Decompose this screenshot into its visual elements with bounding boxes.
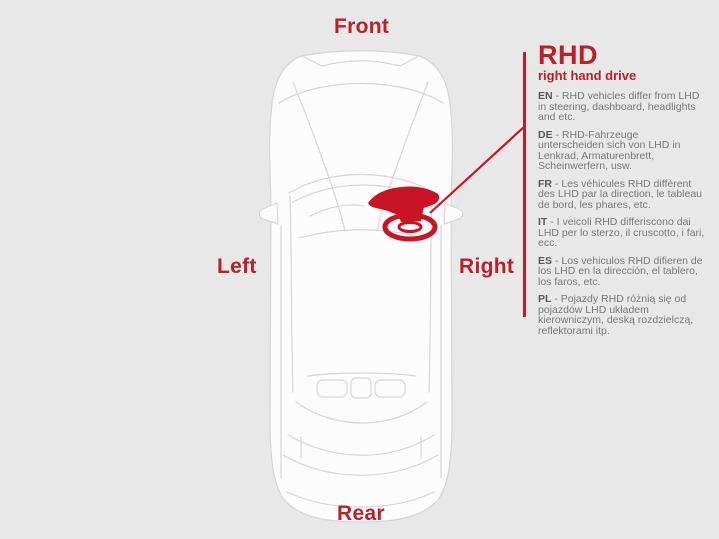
left-mirror: [259, 203, 278, 224]
entry-fr: [538, 179, 706, 211]
left-label: Left: [217, 255, 257, 278]
entry-es-code: ES: [538, 254, 553, 267]
entry-it-code: IT: [538, 216, 548, 228]
panel-accent-bar: [523, 52, 526, 317]
car-body-outline: [270, 51, 453, 522]
entry-it-text: - I veicoli RHD differiscono dai LHD per lo sterzo, il cruscotto, i fari, ecc.: [538, 216, 705, 249]
entry-de-code: DE: [538, 128, 553, 141]
language-entries: [538, 91, 706, 336]
entry-es-text: - Los vehiculos RHD difieren de los LHD en la dirección, el tablero, los faros, etc.: [538, 254, 703, 288]
rear-label: Rear: [337, 502, 385, 525]
entry-en-text: - RHD vehicles differ from LHD in steering, dashboard, headlights and etc.: [538, 90, 700, 123]
entry-fr-code: FR: [538, 177, 552, 190]
entry-es: [538, 256, 706, 288]
panel-subtitle: right hand drive: [538, 68, 637, 83]
entry-pl: [538, 294, 706, 336]
entry-pl-text: - Pojazdy RHD różnią się od pojazdów LHD układem kierowniczym, deską rozdzielczą, reflektorami itp.: [538, 293, 694, 337]
entry-it: [538, 217, 706, 249]
right-mirror: [444, 203, 463, 224]
entry-fr-text: - Les véhicules RHD diffèrent des LHD par la direction, le tableau de bord, les phares, etc.: [538, 177, 703, 211]
panel-title: RHD: [538, 40, 598, 70]
entry-de-text: - RHD-Fahrzeuge unterscheiden sich von LHD in Lenkrad, Armaturenbrett, Scheinwerfern, usw.: [538, 128, 681, 172]
entry-en: [538, 91, 706, 123]
front-label: Front: [334, 15, 390, 38]
entry-pl-code: PL: [538, 293, 552, 305]
right-label: Right: [459, 255, 515, 278]
entry-en-code: EN: [538, 90, 553, 102]
entry-de: [538, 130, 706, 172]
rhd-info-panel: [538, 42, 706, 343]
